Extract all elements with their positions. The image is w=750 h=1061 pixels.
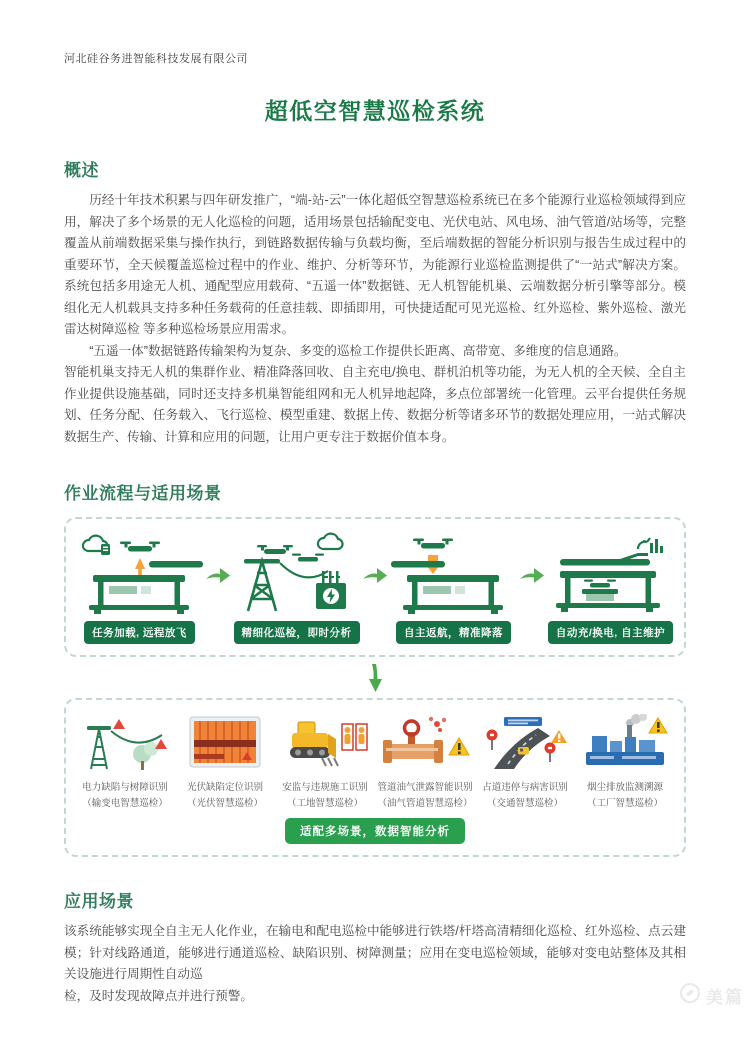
company-name: 河北硅谷务进智能科技发展有限公司	[64, 53, 248, 65]
scenario-item-factory	[576, 714, 674, 809]
scenario-item-traffic	[476, 714, 574, 809]
power-line-tree-icon	[76, 714, 174, 772]
scenario-title: 光伏缺陷定位识别	[186, 782, 263, 794]
scenario-footer	[76, 818, 674, 844]
section-heading-overview: 概述	[64, 161, 99, 180]
overview-paragraph-2: “五遥一体”数据链路传输架构为复杂、多变的巡检工作提供长距离、高带宽、多维度的信息通路。	[89, 343, 627, 358]
flow-arrow-right-icon	[519, 564, 545, 584]
step-label: 自动充/换电, 自主维护	[548, 621, 673, 644]
meipian-logo-icon	[679, 982, 701, 1009]
meipian-watermark-text: 美篇	[706, 988, 744, 1007]
drone-landing-station-icon	[389, 531, 519, 615]
flow-arrow-down-icon	[64, 664, 686, 692]
section-heading-workflow: 作业流程与适用场景	[64, 484, 222, 504]
workflow-step-maintain	[545, 531, 676, 644]
workflow-step-launch	[74, 531, 205, 644]
multi-scenario-analysis-badge: 适配多场景，数据智能分析	[285, 818, 465, 844]
scenario-item-construction	[276, 714, 374, 809]
overview-paragraph-1: 历经十年技术积累与四年研发推广，“端-站-云”一体化超低空智慧巡检系统已在多个能源行业巡检领域得到应用，解决了多个场景的无人化巡检的问题，适用场景包括输配变电、光伏电站、风电场、油气管道/站场等，完整覆盖从前端数据采集与操作执行，到链路数据传输与负载均衡，至后端数据的智能分析识别与报告生成过程中的重要环节，全天候覆盖巡检过程中的作业、维护、分析等环节，为能源行业巡检监测提供了“一站式”解决方案。系统包括多用途无人机、通配型应用载荷、“五遥一体”数据链、无人机智能机巢、云端数据分析引擎等部分。模组化无人机载具支持多种任务载荷的任意挂载、即插即用，可快捷适配可见光巡检、红外巡检、紫外巡检、激光雷达树障巡检 等多种巡检场景应用需求。	[64, 193, 686, 337]
application-paragraph-2: 检，及时发现故障点并进行预警。	[64, 988, 253, 1003]
road-traffic-icon	[476, 714, 574, 772]
scenario-title: 占道违停与病害识别	[482, 782, 568, 794]
workflow-step-return	[388, 531, 519, 644]
scenario-title: 电力缺陷与树障识别	[82, 782, 168, 794]
flow-arrow-right-icon	[205, 564, 231, 584]
scenario-panel	[64, 698, 686, 857]
step-label: 自主返航，精准降落	[396, 621, 511, 644]
scenario-item-pipeline	[376, 714, 474, 809]
meipian-watermark	[679, 982, 744, 1009]
step-label: 任务加载, 远程放飞	[84, 621, 195, 644]
factory-emission-icon	[576, 714, 674, 772]
scenario-title: 安监与违规施工识别	[282, 782, 368, 794]
scenario-subtitle: （油气管道智慧巡检）	[377, 798, 473, 810]
step-label: 精细化巡检，即时分析	[234, 621, 360, 644]
scenario-subtitle: （光伏智慧巡检）	[186, 798, 263, 810]
section-heading-application: 应用场景	[64, 892, 134, 912]
overview-paragraph-3: 智能机巢支持无人机的集群作业、精准降落回收、自主充电/换电、群机泊机等功能，为无人机的全天候、全自主作业提供设施基础，同时还支持多机巢智能组网和无人机异地起降，多点位部署统一化管理。云平台提供任务规划、任务分配、任务载入、飞行巡检、模型重建、数据上传、数据分析等诸多环节的数据处理应用，一站式解决数据生产、传输、计算和应用的问题，让用户更专注于数据价值本身。	[64, 365, 686, 444]
solar-thermal-image-icon	[176, 714, 274, 772]
drone-launch-station-icon	[75, 531, 205, 615]
scenario-item-solar	[176, 714, 274, 809]
scenario-subtitle: （工地智慧巡检）	[286, 798, 363, 810]
scenario-title: 管道油气泄露智能识别	[377, 782, 473, 794]
page-title: 超低空智慧巡检系统	[264, 98, 486, 124]
scenario-item-power	[76, 714, 174, 809]
flow-arrow-right-icon	[362, 564, 388, 584]
application-paragraph-1: 该系统能够实现全自主无人化作业，在输电和配电巡检中能够进行铁塔/杆塔高清精细化巡检、红外巡检、点云建模；针对线路通道，能够进行通道巡检、缺陷识别、树障测量；应用在变电巡检领域，能够对变电站整体及其相关设施进行周期性自动巡	[64, 924, 686, 982]
workflow-step-inspect	[231, 531, 362, 644]
workflow-diagram	[64, 517, 686, 657]
scenario-subtitle: （输变电智慧巡检）	[82, 798, 168, 810]
pipeline-leak-icon	[376, 714, 474, 772]
powerline-inspection-icon	[232, 531, 362, 615]
scenario-title: 烟尘排放监测溯源	[586, 782, 663, 794]
scenario-row	[76, 714, 674, 809]
scenario-subtitle: （交通智慧巡检）	[486, 798, 563, 810]
charging-maintenance-station-icon	[546, 531, 676, 615]
scenario-subtitle: （工厂智慧巡检）	[586, 798, 663, 810]
application-text	[64, 921, 686, 1007]
bulldozer-workers-icon	[276, 714, 374, 772]
